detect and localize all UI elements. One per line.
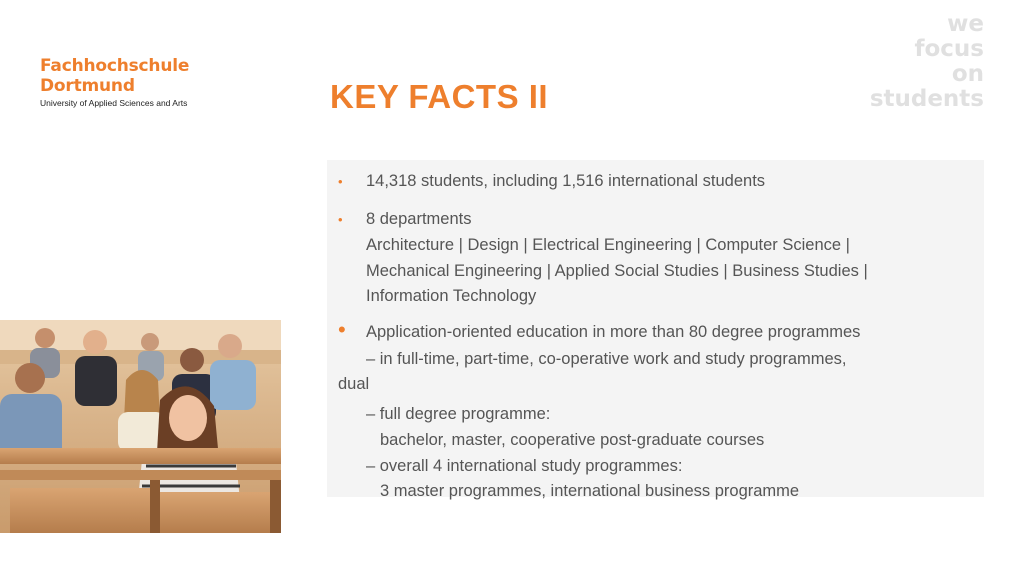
fact-departments-heading: 8 departments (366, 210, 472, 228)
slogan (870, 12, 984, 112)
fact-education-sub: – in full-time, part-time, co-operative work and study programmes, (366, 350, 847, 368)
fact-education-heading: Application-oriented education in more than 80 degree programmes (366, 323, 861, 341)
slide-title: KEY FACTS II (330, 78, 549, 115)
students-lecture-photo (0, 320, 281, 533)
bullet-icon: • (338, 317, 346, 342)
fact-departments-line: Mechanical Engineering | Applied Social Studies | Business Studies | (366, 262, 868, 280)
slogan-word: focus (914, 36, 984, 62)
fact-departments-line: Architecture | Design | Electrical Engineering | Computer Science | (366, 236, 850, 254)
slogan-word: students (869, 86, 984, 112)
bullet-icon: • (338, 212, 343, 227)
fact-education-sub: – full degree programme: (366, 405, 551, 423)
fact-education-sub: 3 master programmes, international business programme (380, 482, 800, 500)
bullet-icon: • (338, 174, 343, 189)
logo-line-2: Dortmund (40, 76, 135, 96)
fact-education-sub: – overall 4 international study programmes: (366, 457, 683, 475)
fact-education-sub: dual (338, 375, 370, 393)
logo-subline: University of Applied Sciences and Arts (40, 98, 188, 108)
fact-education-sub: bachelor, master, cooperative post-graduate courses (380, 431, 765, 449)
fact-students: 14,318 students, including 1,516 international students (366, 172, 766, 190)
slogan-word: we (947, 11, 984, 37)
logo-line-1: Fachhochschule (40, 56, 190, 76)
university-logo (40, 56, 189, 108)
slogan-word: on (951, 61, 984, 87)
fact-departments-line: Information Technology (366, 287, 537, 305)
key-facts-panel (327, 160, 984, 500)
